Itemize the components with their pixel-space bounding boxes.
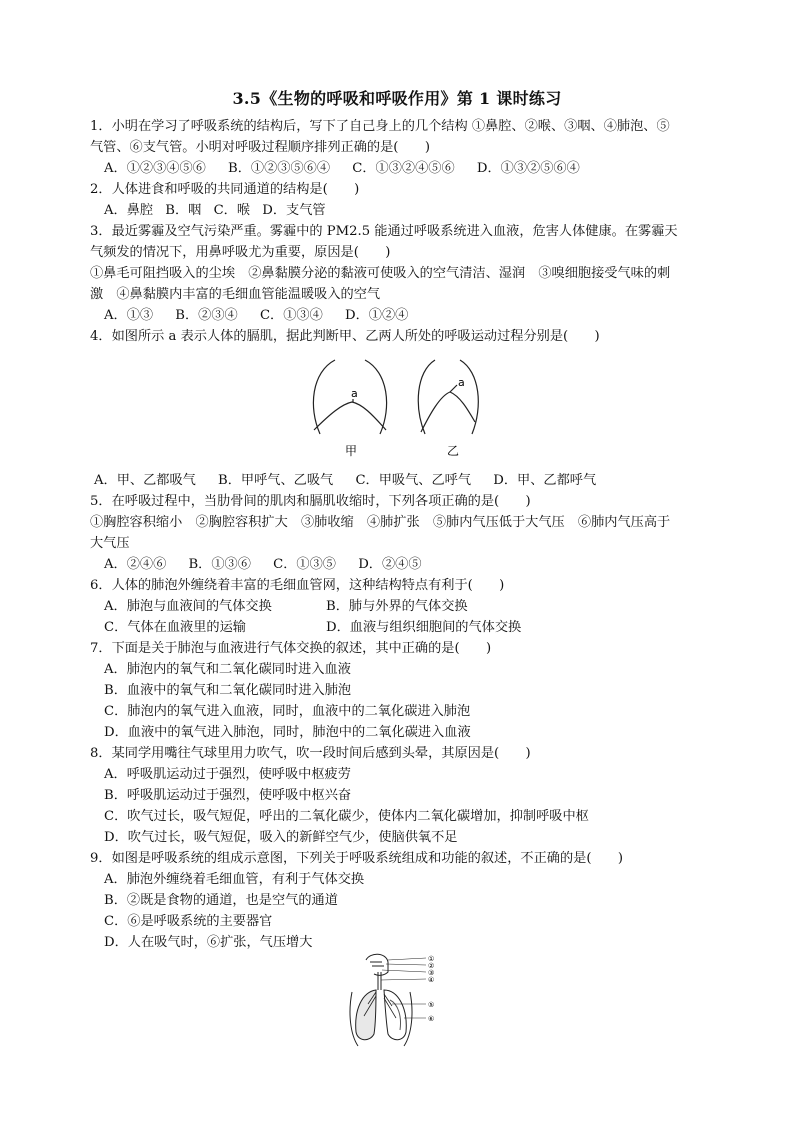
head-outline: [366, 954, 388, 975]
label-1: ①: [428, 955, 435, 963]
question-4-options: [94, 473, 614, 489]
option-c: C．喉: [213, 203, 251, 218]
option-d: D．②④⑤: [358, 557, 422, 572]
question-3-line-1: 3．最近雾霾及空气污染严重。雾霾中的 PM2.5 能通过呼吸系统进入血液，危害人体健康。在雾霾天: [90, 224, 678, 239]
option-b: B．①②③⑤⑥④: [228, 161, 331, 176]
question-2-line-1: 2．人体进食和呼吸的共同通道的结构是( ): [90, 182, 360, 197]
question-6-options-row-2: [104, 620, 521, 636]
chest-outline-yi: [418, 360, 478, 434]
question-6-line-1: 6．人体的肺泡外缠绕着丰富的毛细血管网，这种结构特点有利于( ): [90, 578, 505, 593]
question-4-line-1: 4．如图所示 a 表示人体的膈肌，据此判断甲、乙两人所处的呼吸运动过程分别是( ): [90, 329, 600, 344]
trachea: [378, 972, 381, 990]
respiratory-system-figure: [348, 952, 448, 1048]
option-c: C．气体在血液里的运输: [104, 620, 246, 635]
question-3-line-3: ①鼻毛可阻挡吸入的尘埃 ②鼻黏膜分泌的黏液可使吸入的空气清洁、湿润 ③嗅细胞接受气味的刺: [90, 266, 671, 281]
option-b: B．②③④: [175, 308, 238, 323]
diaphragm-yi: [421, 392, 475, 432]
option-d: D．支气管: [262, 203, 326, 218]
question-6-options-row-1: [104, 599, 468, 615]
option-a: A．甲、乙都吸气: [94, 473, 196, 488]
option-a: A．鼻腔: [104, 203, 154, 218]
option-d: D．血液与组织细胞间的气体交换: [326, 620, 522, 635]
option-c: C．甲吸气、乙呼气: [355, 473, 472, 488]
option-c: C．①③④: [259, 308, 323, 323]
option-b: B．①③⑥: [188, 557, 251, 572]
question-3-line-4: 激 ④鼻黏膜内丰富的毛细血管能温暖吸入的空气: [90, 287, 381, 302]
option-b: B．肺与外界的气体交换: [326, 599, 468, 614]
option-b: B．甲呼气、乙吸气: [218, 473, 334, 488]
question-8-option-c: C．吹气过长，吸气短促，呼出的二氧化碳少，使体内二氧化碳增加，抑制呼吸中枢: [104, 809, 589, 824]
question-7-option-d: D．血液中的氧气进入肺泡，同时，肺泡中的二氧化碳进入血液: [104, 725, 471, 740]
option-d: D．甲、乙都呼气: [493, 473, 597, 488]
question-3-options: [104, 308, 426, 324]
question-9-option-b: B．②既是食物的通道，也是空气的通道: [104, 893, 338, 908]
label-a-jia: a: [351, 387, 358, 400]
question-5-line-3: 大气压: [90, 536, 130, 551]
left-lung: [356, 990, 376, 1040]
label-6: ⑥: [428, 1015, 435, 1023]
question-8-option-b: B．呼吸肌运动过于强烈，使呼吸中枢兴奋: [104, 788, 352, 803]
question-7-line-1: 7．下面是关于肺泡与血液进行气体交换的叙述，其中正确的是( ): [90, 641, 492, 656]
question-9-option-a: A．肺泡外缠绕着毛细血管，有利于气体交换: [104, 872, 365, 887]
chest-outline-jia: [313, 360, 386, 434]
label-3: ③: [428, 969, 435, 977]
question-1-line-2: 气管、⑥支气管。小明对呼吸过程顺序排列正确的是( ): [90, 140, 430, 155]
question-7-option-c: C．肺泡内的氧气进入血液，同时，血液中的二氧化碳进入肺泡: [104, 704, 471, 719]
option-c: C．①③⑤: [273, 557, 336, 572]
question-8-line-1: 8．某同学用嘴往气球里用力吹气，吹一段时间后感到头晕，其原因是( ): [90, 746, 531, 761]
option-a: A．②④⑥: [104, 557, 167, 572]
question-5-line-2: ①胸腔容积缩小 ②胸腔容积扩大 ③肺收缩 ④肺扩张 ⑤肺内气压低于大气压 ⑥肺内气压高于: [90, 515, 671, 530]
question-1-line-1: 1．小明在学习了呼吸系统的结构后，写下了自己身上的几个结构 ①鼻腔、②喉、③咽、④肺泡、⑤: [90, 119, 670, 134]
caption-yi: 乙: [447, 444, 460, 458]
label-4: ④: [428, 976, 435, 984]
label-2: ②: [428, 962, 435, 970]
question-8-option-d: D．吹气过长，吸气短促，吸入的新鲜空气少，使脑供氧不足: [104, 830, 458, 845]
option-a: A．①②③④⑤⑥: [104, 161, 206, 176]
label-5: ⑤: [428, 1001, 435, 1009]
question-1-options: [104, 161, 598, 177]
page-title: 3.5《生物的呼吸和呼吸作用》第 1 课时练习: [232, 89, 562, 108]
option-d: D．①②④: [345, 308, 409, 323]
caption-jia: 甲: [345, 444, 358, 458]
option-c: C．①③②④⑤⑥: [352, 161, 455, 176]
question-9-line-1: 9．如图是呼吸系统的组成示意图，下列关于呼吸系统组成和功能的叙述，不正确的是( ): [90, 851, 623, 866]
question-2-options: [104, 203, 334, 219]
question-9-option-c: C．⑥是呼吸系统的主要器官: [104, 914, 273, 929]
question-5-options: [104, 557, 440, 573]
label-a-yi: a: [458, 376, 465, 389]
diaphragm-figure: [300, 352, 500, 462]
question-7-option-a: A．肺泡内的氧气和二氧化碳同时进入血液: [104, 662, 351, 677]
option-a: A．①③: [104, 308, 154, 323]
option-a: A．肺泡与血液间的气体交换: [104, 599, 272, 614]
question-8-option-a: A．呼吸肌运动过于强烈，使呼吸中枢疲劳: [104, 767, 351, 782]
option-b: B．咽: [165, 203, 202, 218]
option-d: D．①③②⑤⑥④: [476, 161, 580, 176]
question-7-option-b: B．血液中的氧气和二氧化碳同时进入肺泡: [104, 683, 352, 698]
question-9-option-d: D．人在吸气时，⑥扩张，气压增大: [104, 935, 313, 950]
question-3-line-2: 气频发的情况下，用鼻呼吸尤为重要，原因是( ): [90, 245, 391, 260]
right-lung: [384, 990, 406, 1040]
diaphragm-jia: [314, 402, 386, 430]
question-5-line-1: 5．在呼吸过程中，当肋骨间的肌肉和膈肌收缩时，下列各项正确的是( ): [90, 494, 531, 509]
